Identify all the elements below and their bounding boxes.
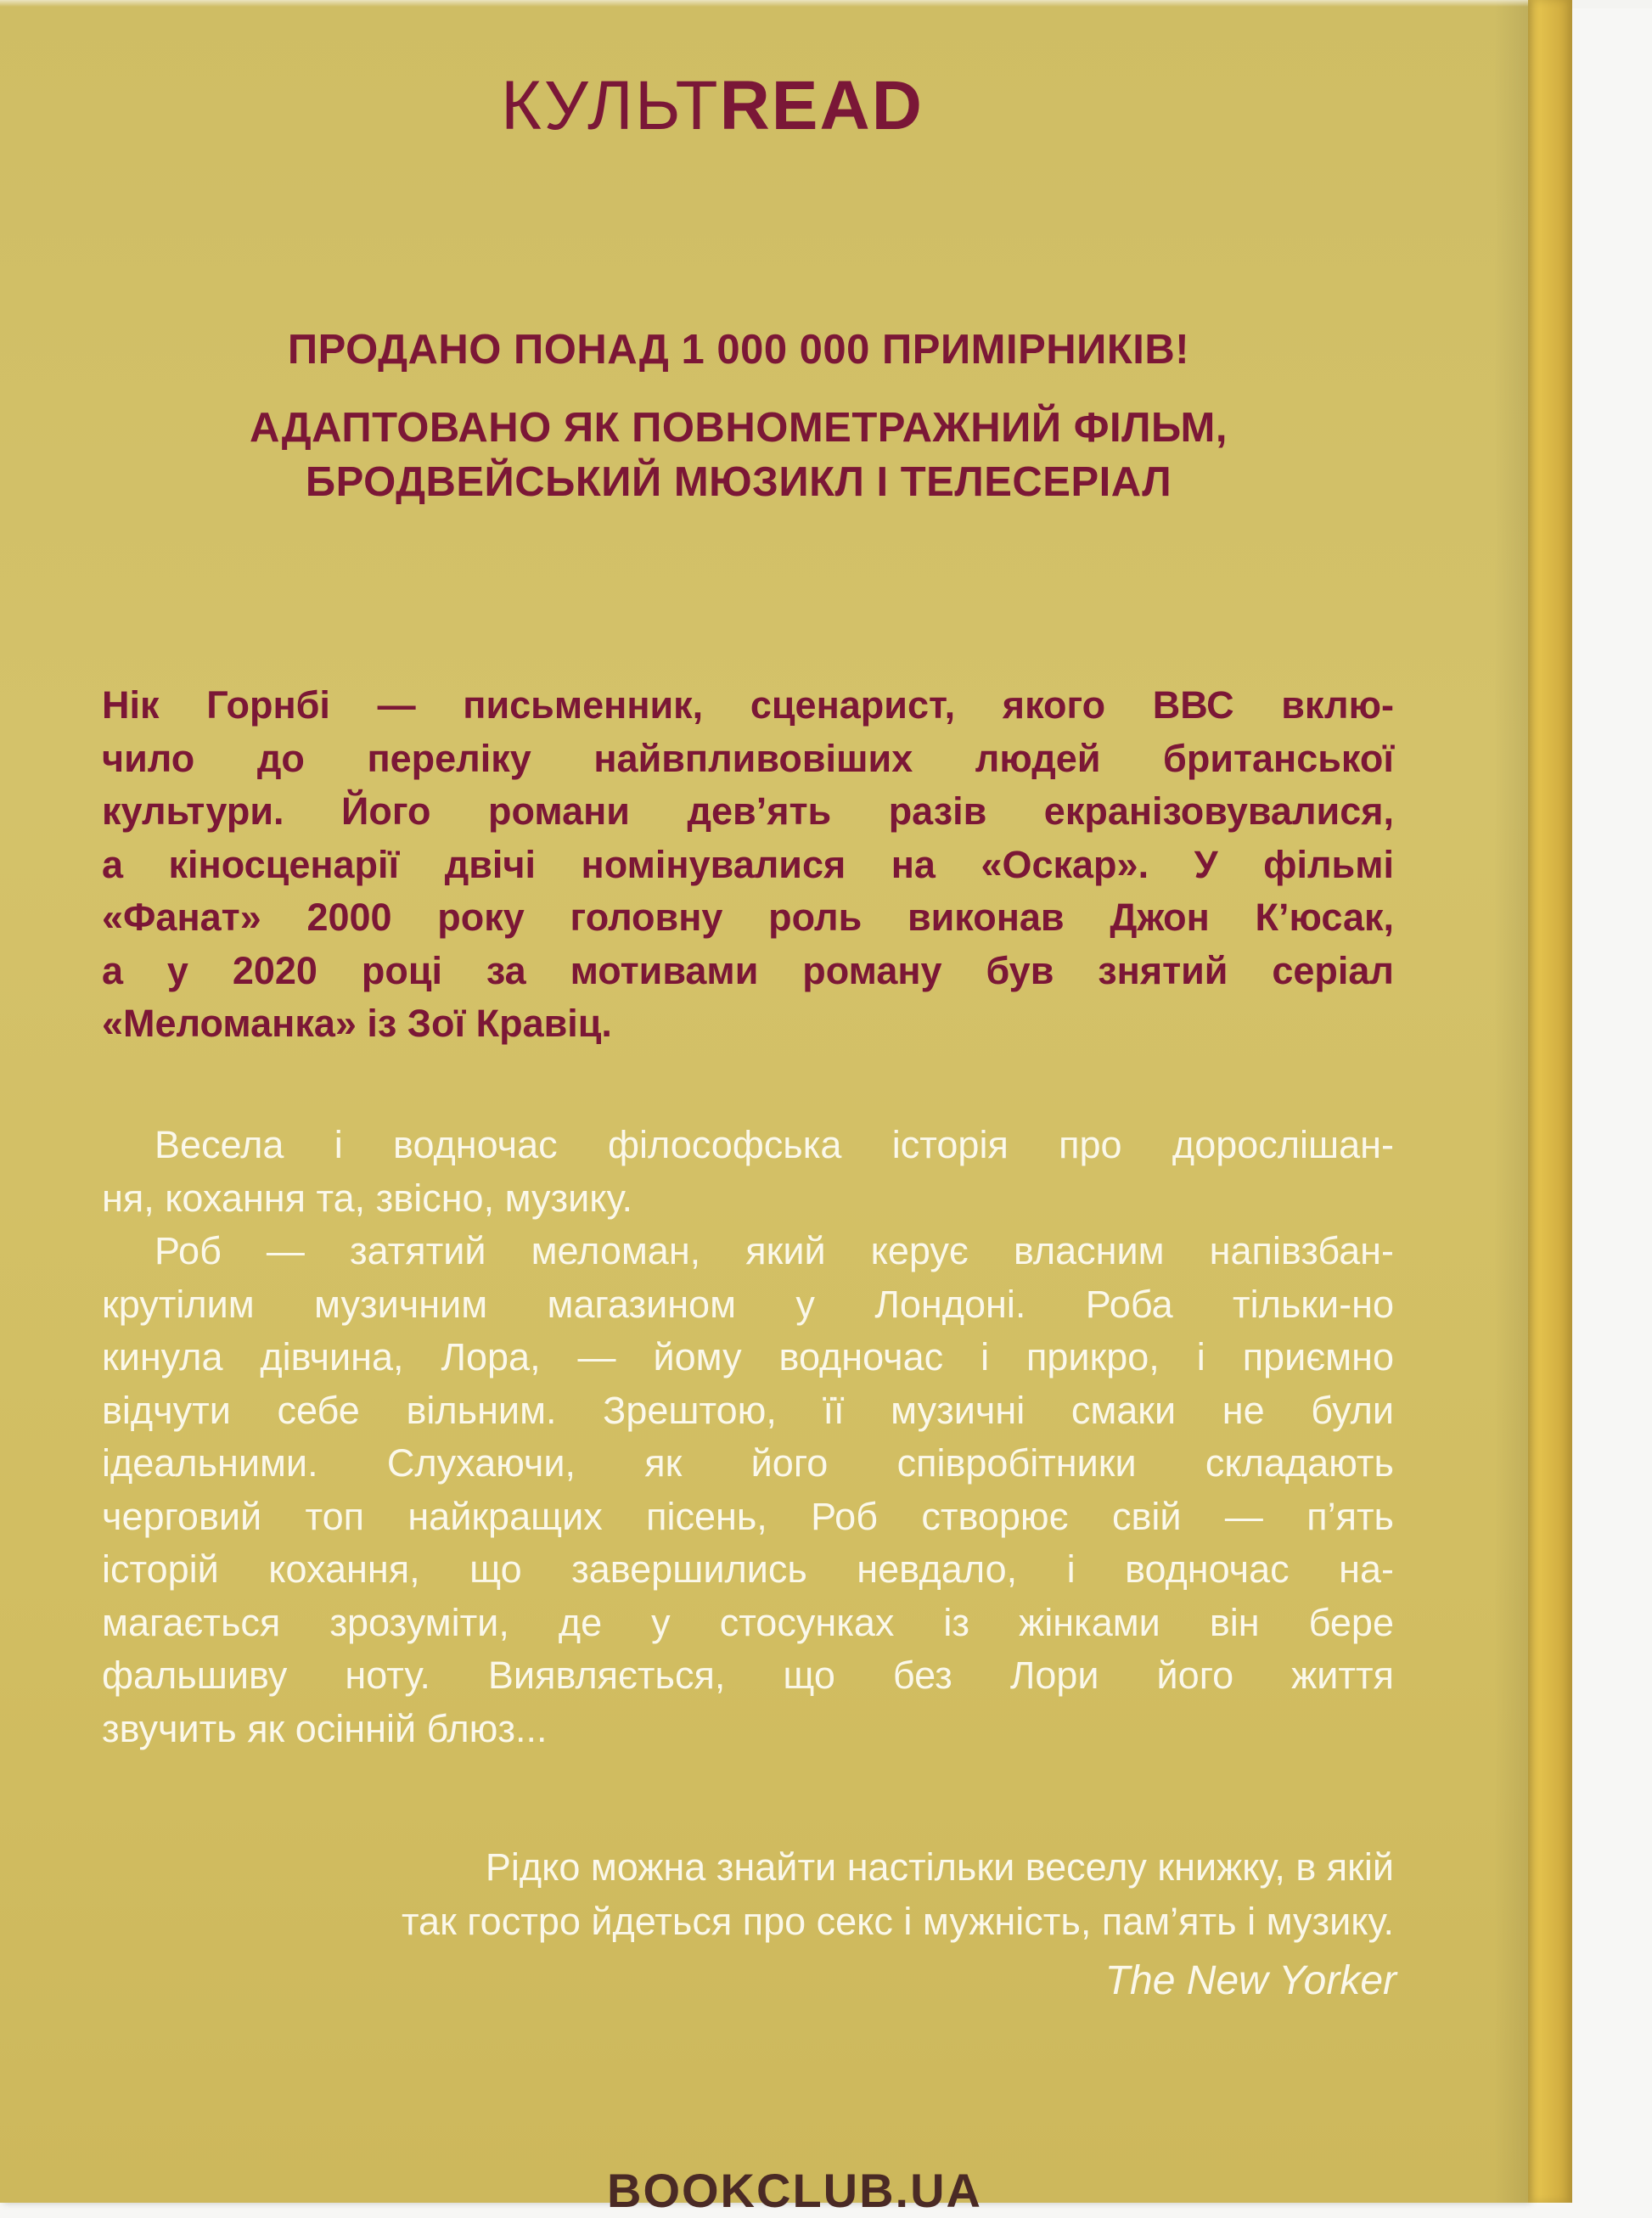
bio-line: культури. Його романи дев’ять разів екранізовувалися, (102, 789, 1394, 833)
book-description (102, 1119, 1394, 1755)
description-line: ідеальними. Слухаючи, як його співробітники складають (102, 1441, 1394, 1485)
description-line: кинула дівчина, Лора, — йому водночас і прикро, і приємно (102, 1335, 1394, 1379)
description-line: відчути себе вільним. Зрештою, її музичні смаки не були (102, 1388, 1394, 1432)
description-line: Весела і водночас філософська історія про дорослішан- (155, 1123, 1394, 1166)
publisher-logo (501, 66, 976, 146)
headline-line: АДАПТОВАНО ЯК ПОВНОМЕТРАЖНИЙ ФІЛЬМ, (250, 405, 1228, 451)
description-line: історій кохання, що завершились невдало, і водночас на- (102, 1547, 1394, 1591)
headline-adaptations (85, 401, 1392, 509)
bio-line: а у 2020 році за мотивами роману був знятий серіал (102, 948, 1394, 992)
headline-sales: ПРОДАНО ПОНАД 1 000 000 ПРИМІРНИКІВ! (287, 327, 1190, 373)
description-line: фальшиву ноту. Виявляється, що без Лори його життя (102, 1654, 1394, 1697)
description-line: ня, кохання та, звісно, музику. (102, 1176, 632, 1220)
author-bio (102, 679, 1394, 1051)
cover-top-edge (0, 0, 1528, 7)
bio-line: а кіносценарії двічі номінувалися на «Оскар». У фільмі (102, 842, 1394, 886)
quote-source: The New Yorker (1104, 1958, 1396, 2003)
logo-suffix: READ (719, 67, 924, 144)
bio-line: «Фанат» 2000 року головну роль виконав Джон К’юсак, (102, 896, 1394, 939)
quote-line: Рідко можна знайти настільки веселу книжку, в якій (485, 1845, 1394, 1889)
description-line: Роб — затятий меломан, який керує власним напівзбан- (155, 1229, 1394, 1272)
logo-prefix: КУЛЬТ (501, 67, 720, 144)
description-line: звучить як осінній блюз... (102, 1706, 548, 1750)
headline-line: БРОДВЕЙСЬКИЙ МЮЗИКЛ І ТЕЛЕСЕРІАЛ (305, 459, 1172, 505)
bio-line: Нік Горнбі — письменник, сценарист, якого ВВС вклю- (102, 683, 1394, 727)
cover-shadow (1494, 0, 1528, 2203)
publisher-website: BOOKCLUB.UA (607, 2164, 982, 2217)
bio-line: чило до переліку найвпливовіших людей британської (102, 736, 1394, 780)
quote-line: так гостро йдеться про секс і мужність, пам’ять і музику. (401, 1900, 1394, 1943)
description-line: черговий топ найкращих пісень, Роб створює свій — п’ять (102, 1494, 1394, 1538)
description-line: магається зрозуміти, де у стосунках із жінками він бере (102, 1600, 1394, 1644)
bio-line: «Меломанка» із Зої Кравіц. (102, 1002, 612, 1045)
description-line: крутілим музичним магазином у Лондоні. Роба тільки-но (102, 1282, 1394, 1326)
review-quote (161, 1840, 1394, 1949)
